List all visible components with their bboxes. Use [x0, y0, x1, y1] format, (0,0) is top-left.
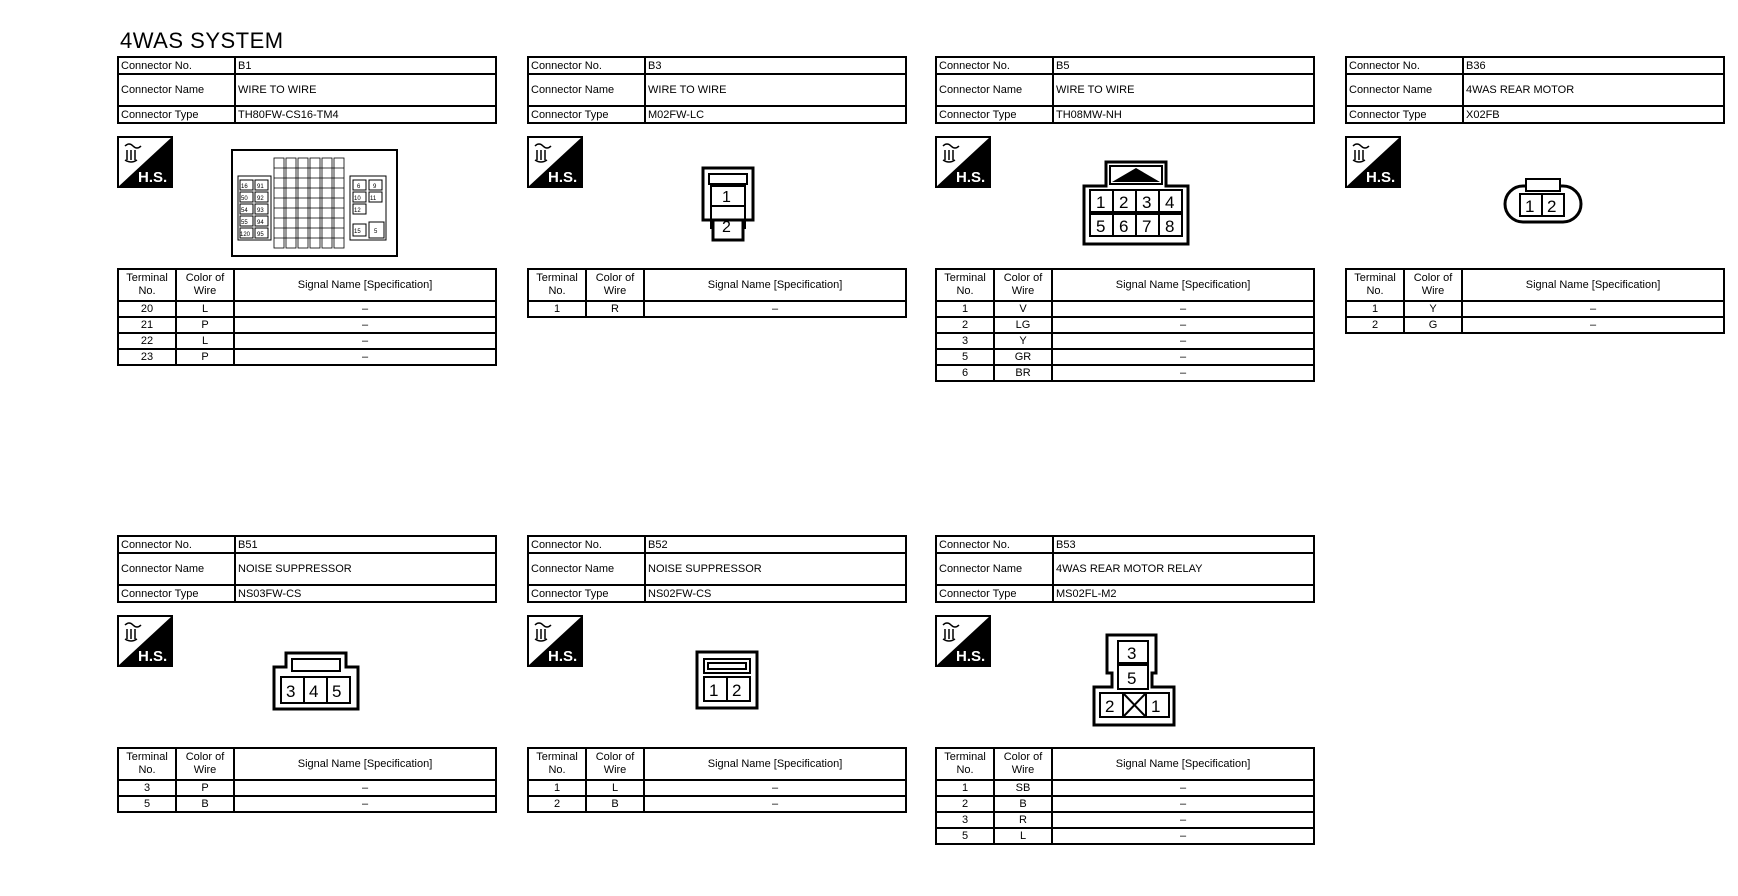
color-header: Color of Wire — [176, 748, 234, 780]
pin-label: 1 — [1525, 197, 1535, 216]
page-title: 4WAS SYSTEM — [120, 28, 284, 53]
pin-label: 3 — [286, 682, 296, 701]
connector-panel-b53 — [935, 535, 1315, 865]
pin-label: 54 — [241, 208, 248, 214]
connector-no-label: Connector No. — [936, 57, 1053, 74]
connector-no-label: Connector No. — [528, 536, 645, 553]
connector-type-label: Connector Type — [528, 585, 645, 602]
pin-label: 94 — [257, 220, 264, 226]
connector-name-label: Connector Name — [118, 553, 235, 585]
table-row — [936, 812, 1314, 828]
hs-label: H.S. — [138, 648, 168, 665]
color-header: Color of Wire — [1404, 269, 1462, 301]
connector-type-label: Connector Type — [936, 585, 1053, 602]
pin-label: 4 — [309, 682, 319, 701]
connector-no-label: Connector No. — [528, 57, 645, 74]
signal-cell: – — [234, 796, 496, 812]
connector-type-value: MS02FL-M2 — [1053, 585, 1314, 602]
color-cell: R — [586, 301, 644, 317]
pin-label: 3 — [1142, 193, 1152, 212]
pin-label: 10 — [354, 196, 361, 202]
pin-label: 6 — [357, 184, 361, 190]
pin-label: 5 — [374, 229, 378, 235]
connector-type-label: Connector Type — [528, 106, 645, 123]
signal-cell: – — [1052, 301, 1314, 317]
connector-no-value: B53 — [1053, 536, 1314, 553]
color-cell: Y — [1404, 301, 1462, 317]
connector-no-label: Connector No. — [118, 536, 235, 553]
signal-cell: – — [234, 780, 496, 796]
color-cell: BR — [994, 365, 1052, 381]
hs-label: H.S. — [548, 648, 578, 665]
table-row — [936, 333, 1314, 349]
connector-no-label: Connector No. — [936, 536, 1053, 553]
signal-cell: – — [1052, 349, 1314, 365]
connector-no-value: B1 — [235, 57, 496, 74]
connector-info-table — [527, 56, 907, 124]
connector-no-label: Connector No. — [1346, 57, 1463, 74]
terminal-cell: 5 — [936, 349, 994, 365]
harness-side-icon — [117, 615, 173, 667]
connector-no-value: B5 — [1053, 57, 1314, 74]
terminal-cell: 5 — [936, 828, 994, 844]
terminal-cell: 1 — [528, 301, 586, 317]
color-cell: L — [586, 780, 644, 796]
connector-name-value: 4WAS REAR MOTOR RELAY — [1053, 553, 1314, 585]
hs-label: H.S. — [1366, 169, 1396, 186]
connector-name-value: WIRE TO WIRE — [1053, 74, 1314, 106]
connector-no-label: Connector No. — [118, 57, 235, 74]
terminal-cell: 3 — [118, 780, 176, 796]
connector-no-value: B36 — [1463, 57, 1724, 74]
connector-no-value: B52 — [645, 536, 906, 553]
terminal-header: Terminal No. — [936, 748, 994, 780]
terminal-cell: 2 — [936, 317, 994, 333]
terminal-table — [527, 268, 907, 318]
connector-type-value: TH08MW-NH — [1053, 106, 1314, 123]
connector-info-table — [117, 535, 497, 603]
pin-label: 2 — [722, 219, 731, 236]
terminal-header: Terminal No. — [936, 269, 994, 301]
color-header: Color of Wire — [176, 269, 234, 301]
pin-label: 2 — [1547, 197, 1557, 216]
terminal-header: Terminal No. — [1346, 269, 1404, 301]
color-cell: P — [176, 317, 234, 333]
pin-label: 2 — [1105, 697, 1115, 716]
signal-cell: – — [234, 349, 496, 365]
color-header: Color of Wire — [994, 269, 1052, 301]
pin-label: 95 — [257, 232, 264, 238]
harness-side-icon — [117, 136, 173, 188]
connector-panel-b36 — [1345, 56, 1725, 356]
table-row — [936, 301, 1314, 317]
hs-label: H.S. — [956, 169, 986, 186]
color-cell: R — [994, 812, 1052, 828]
signal-header: Signal Name [Specification] — [234, 269, 496, 301]
pin-label: 7 — [1142, 217, 1152, 236]
connector-type-label: Connector Type — [1346, 106, 1463, 123]
connector-no-value: B51 — [235, 536, 496, 553]
harness-side-icon — [1345, 136, 1401, 188]
pin-label: 1 — [709, 681, 719, 700]
pin-label: 55 — [241, 220, 248, 226]
pin-label: 1 — [1151, 697, 1161, 716]
table-row — [936, 317, 1314, 333]
connector-info-table — [117, 56, 497, 124]
connector-name-value: NOISE SUPPRESSOR — [645, 553, 906, 585]
connector-name-label: Connector Name — [936, 74, 1053, 106]
terminal-cell: 1 — [936, 780, 994, 796]
connector-name-label: Connector Name — [1346, 74, 1463, 106]
connector-info-table — [527, 535, 907, 603]
pin-label: 5 — [332, 682, 342, 701]
connector-info-table — [1345, 56, 1725, 124]
connector-name-label: Connector Name — [528, 553, 645, 585]
table-row — [118, 780, 496, 796]
hs-label: H.S. — [138, 169, 168, 186]
signal-cell: – — [1052, 317, 1314, 333]
color-cell: B — [176, 796, 234, 812]
color-cell: SB — [994, 780, 1052, 796]
signal-cell: – — [1462, 317, 1724, 333]
color-cell: P — [176, 349, 234, 365]
color-cell: B — [994, 796, 1052, 812]
table-row — [936, 796, 1314, 812]
terminal-table — [935, 747, 1315, 845]
pin-label: 8 — [1165, 217, 1175, 236]
terminal-cell: 23 — [118, 349, 176, 365]
color-cell: LG — [994, 317, 1052, 333]
table-row — [936, 828, 1314, 844]
connector-info-table — [935, 535, 1315, 603]
connector-panel-b52 — [527, 535, 907, 825]
pin-label: 5 — [1096, 217, 1106, 236]
table-row — [528, 780, 906, 796]
table-row — [118, 349, 496, 365]
table-row — [936, 780, 1314, 796]
connector-type-value: NS03FW-CS — [235, 585, 496, 602]
harness-side-icon — [527, 615, 583, 667]
table-row — [118, 301, 496, 317]
terminal-table — [935, 268, 1315, 382]
signal-cell: – — [234, 301, 496, 317]
table-row — [118, 333, 496, 349]
color-cell: L — [176, 333, 234, 349]
color-cell: L — [176, 301, 234, 317]
signal-cell: – — [644, 780, 906, 796]
connector-info-table — [935, 56, 1315, 124]
hs-label: H.S. — [548, 169, 578, 186]
signal-cell: – — [234, 317, 496, 333]
pin-label: 4 — [1165, 193, 1175, 212]
signal-header: Signal Name [Specification] — [644, 269, 906, 301]
pin-label: 50 — [241, 196, 248, 202]
terminal-cell: 1 — [528, 780, 586, 796]
harness-side-icon — [527, 136, 583, 188]
terminal-cell: 22 — [118, 333, 176, 349]
terminal-table — [527, 747, 907, 813]
connector-type-value: X02FB — [1463, 106, 1724, 123]
color-cell: Y — [994, 333, 1052, 349]
terminal-cell: 2 — [936, 796, 994, 812]
terminal-header: Terminal No. — [528, 269, 586, 301]
table-row — [118, 796, 496, 812]
pin-label: 6 — [1119, 217, 1129, 236]
terminal-cell: 20 — [118, 301, 176, 317]
signal-cell: – — [1462, 301, 1724, 317]
signal-cell: – — [234, 333, 496, 349]
terminal-cell: 1 — [1346, 301, 1404, 317]
signal-header: Signal Name [Specification] — [644, 748, 906, 780]
connector-name-value: 4WAS REAR MOTOR — [1463, 74, 1724, 106]
table-row — [118, 317, 496, 333]
signal-cell: – — [1052, 333, 1314, 349]
pin-label: 3 — [1127, 644, 1137, 663]
color-header: Color of Wire — [586, 748, 644, 780]
pin-label: 16 — [241, 184, 248, 190]
terminal-table — [117, 268, 497, 366]
terminal-cell: 3 — [936, 812, 994, 828]
pin-label: 93 — [257, 208, 264, 214]
connector-type-label: Connector Type — [118, 106, 235, 123]
connector-face-diagram — [270, 649, 362, 713]
connector-panel-b5 — [935, 56, 1315, 396]
pin-label: 91 — [257, 184, 264, 190]
pin-label: 1 — [1096, 193, 1106, 212]
terminal-header: Terminal No. — [528, 748, 586, 780]
table-row — [936, 349, 1314, 365]
connector-name-value: NOISE SUPPRESSOR — [235, 553, 496, 585]
color-cell: B — [586, 796, 644, 812]
table-row — [528, 301, 906, 317]
hs-label: H.S. — [956, 648, 986, 665]
connector-type-value: M02FW-LC — [645, 106, 906, 123]
signal-cell: – — [1052, 780, 1314, 796]
color-cell: GR — [994, 349, 1052, 365]
table-row — [1346, 301, 1724, 317]
terminal-table — [117, 747, 497, 813]
terminal-cell: 2 — [1346, 317, 1404, 333]
connector-name-label: Connector Name — [528, 74, 645, 106]
pin-label: 9 — [373, 184, 377, 190]
terminal-cell: 5 — [118, 796, 176, 812]
connector-type-label: Connector Type — [118, 585, 235, 602]
color-header: Color of Wire — [586, 269, 644, 301]
color-cell: L — [994, 828, 1052, 844]
connector-panel-b51 — [117, 535, 497, 825]
connector-no-value: B3 — [645, 57, 906, 74]
signal-header: Signal Name [Specification] — [234, 748, 496, 780]
connector-name-label: Connector Name — [936, 553, 1053, 585]
connector-face-diagram — [1080, 158, 1192, 248]
terminal-table — [1345, 268, 1725, 334]
connector-face-diagram — [701, 166, 757, 242]
pin-label: 11 — [370, 196, 377, 202]
terminal-cell: 6 — [936, 365, 994, 381]
signal-cell: – — [644, 301, 906, 317]
color-header: Color of Wire — [994, 748, 1052, 780]
terminal-cell: 21 — [118, 317, 176, 333]
connector-name-label: Connector Name — [118, 74, 235, 106]
terminal-cell: 3 — [936, 333, 994, 349]
harness-side-icon — [935, 136, 991, 188]
pin-label: 92 — [257, 196, 264, 202]
connector-face-diagram — [1502, 176, 1584, 228]
signal-cell: – — [644, 796, 906, 812]
pin-label: 5 — [1127, 669, 1137, 688]
connector-name-value: WIRE TO WIRE — [235, 74, 496, 106]
pin-label: 2 — [1119, 193, 1129, 212]
connector-name-value: WIRE TO WIRE — [645, 74, 906, 106]
connector-face-diagram — [1090, 631, 1180, 729]
connector-face-diagram — [230, 148, 399, 258]
signal-cell: – — [1052, 828, 1314, 844]
signal-cell: – — [1052, 812, 1314, 828]
connector-panel-b3 — [527, 56, 907, 326]
signal-header: Signal Name [Specification] — [1462, 269, 1724, 301]
connector-face-diagram — [694, 649, 760, 711]
pin-label: 15 — [354, 229, 361, 235]
pin-label: 2 — [732, 681, 742, 700]
harness-side-icon — [935, 615, 991, 667]
color-cell: P — [176, 780, 234, 796]
connector-type-label: Connector Type — [936, 106, 1053, 123]
pin-label: 1 — [722, 189, 731, 206]
table-row — [936, 365, 1314, 381]
table-row — [1346, 317, 1724, 333]
signal-header: Signal Name [Specification] — [1052, 269, 1314, 301]
terminal-cell: 1 — [936, 301, 994, 317]
connector-type-value: TH80FW-CS16-TM4 — [235, 106, 496, 123]
pin-label: 12 — [354, 208, 361, 214]
table-row — [528, 796, 906, 812]
connector-type-value: NS02FW-CS — [645, 585, 906, 602]
signal-cell: – — [1052, 796, 1314, 812]
signal-header: Signal Name [Specification] — [1052, 748, 1314, 780]
terminal-cell: 2 — [528, 796, 586, 812]
pin-label: 120 — [240, 232, 251, 238]
terminal-header: Terminal No. — [118, 748, 176, 780]
signal-cell: – — [1052, 365, 1314, 381]
color-cell: G — [1404, 317, 1462, 333]
connector-panel-b1 — [117, 56, 497, 381]
terminal-header: Terminal No. — [118, 269, 176, 301]
color-cell: V — [994, 301, 1052, 317]
